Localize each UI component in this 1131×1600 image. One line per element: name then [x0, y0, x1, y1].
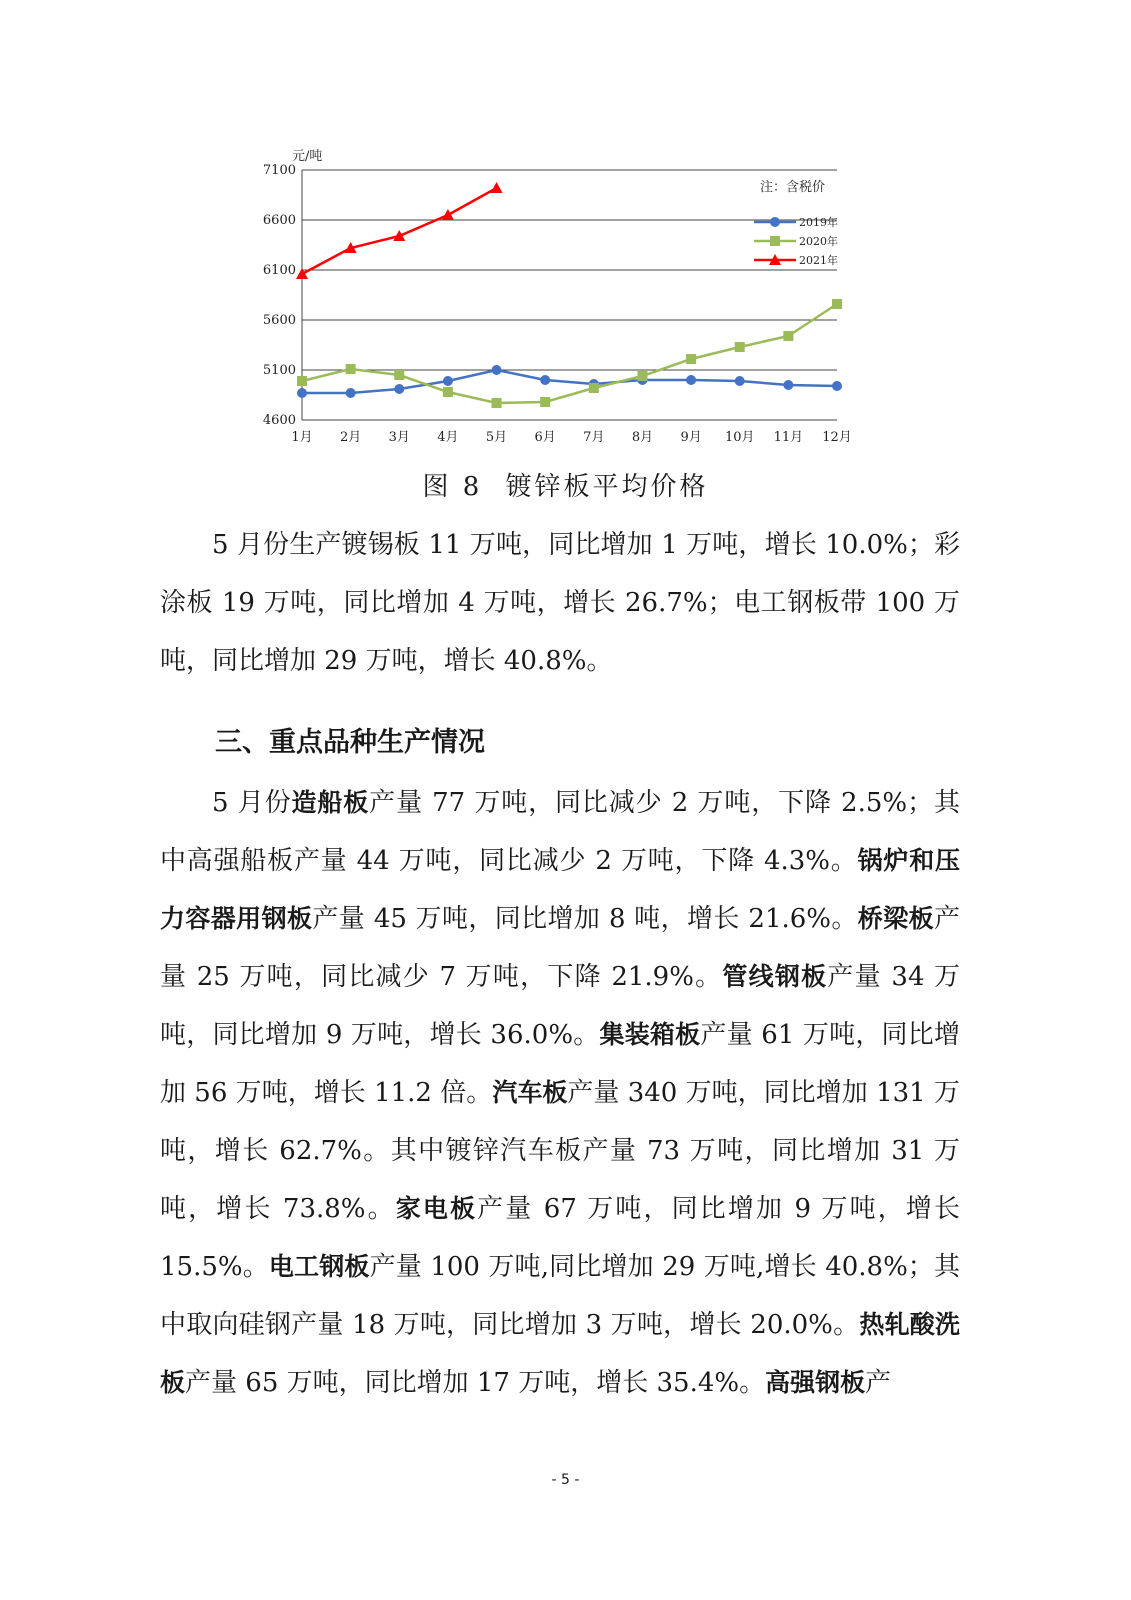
x-tick-label: 5月	[485, 430, 508, 445]
product-name: 高强钢板	[765, 1368, 866, 1397]
paragraph-key-products	[160, 774, 960, 1412]
x-tick-label: 12月	[822, 430, 852, 445]
figure-caption	[0, 466, 1131, 503]
x-tick-label: 3月	[388, 430, 410, 445]
data-point	[832, 381, 842, 391]
product-name: 集装箱板	[599, 1020, 701, 1049]
data-point	[492, 365, 502, 375]
data-point	[297, 388, 307, 398]
figure-title: 镀锌板平均价格	[505, 472, 709, 502]
data-point	[443, 376, 453, 386]
x-tick-label: 7月	[583, 430, 605, 445]
legend-marker	[770, 236, 780, 246]
y-unit-label: 元/吨	[292, 149, 323, 164]
series-line	[302, 304, 837, 403]
paragraph-tinplate: 5 月份生产镀锡板 11 万吨，同比增加 1 万吨，增长 10.0%；彩涂板 19 万吨，同比增加 4 万吨，增长 26.7%；电工钢板带 100 万吨，同比增加 29 万吨，增长 40.8%。	[160, 530, 960, 676]
product-text: 产量 34 万吨，同比增加 9 万吨，增长 36.0%。	[160, 962, 960, 1050]
data-point	[443, 387, 453, 397]
product-text: 产	[865, 1368, 892, 1398]
figure-label: 图 8	[422, 472, 483, 502]
data-point	[735, 342, 745, 352]
page-number: - 5 -	[551, 1472, 580, 1488]
product-name: 锅炉和压力容器用钢板	[160, 846, 960, 933]
data-point	[442, 209, 454, 220]
data-point	[297, 376, 307, 386]
y-tick-label: 6600	[262, 213, 296, 228]
product-text: 产量 25 万吨，同比减少 7 万吨，下降 21.9%。	[160, 904, 960, 992]
product-text: 产量 45 万吨，同比增加 8 吨，增长 21.6%。	[312, 904, 858, 934]
data-point	[637, 371, 647, 381]
product-name: 造船板	[291, 788, 370, 817]
data-point	[783, 380, 793, 390]
product-text: 产量 61 万吨，同比增加 56 万吨，增长 11.2 倍。	[160, 1020, 960, 1108]
product-text: 产量 100 万吨,同比增加 29 万吨,增长 40.8%；其中取向硅钢产量 18 万吨，同比增加 3 万吨，增长 20.0%。	[160, 1252, 960, 1340]
product-name: 家电板	[395, 1194, 478, 1223]
data-point	[686, 375, 696, 385]
y-tick-label: 6100	[262, 263, 296, 278]
y-axis-ticks	[263, 163, 296, 428]
data-point	[832, 299, 842, 309]
product-name: 管线钢板	[722, 962, 828, 991]
x-tick-label: 9月	[680, 430, 702, 445]
y-tick-label: 7100	[262, 163, 296, 178]
x-tick-label: 1月	[291, 430, 313, 445]
y-tick-label: 5600	[262, 313, 296, 328]
data-point	[491, 182, 503, 193]
chart-series	[296, 182, 842, 408]
y-tick-label: 4600	[262, 413, 296, 428]
product-name: 热轧酸洗板	[160, 1310, 960, 1397]
product-text: 产量 77 万吨，同比减少 2 万吨，下降 2.5%；其中高强船板产量 44 万吨，同比减少 2 万吨，下降 4.3%。	[160, 788, 960, 876]
legend-marker	[770, 217, 780, 227]
chart-legend	[754, 215, 838, 267]
data-point	[735, 376, 745, 386]
product-text: 产量 65 万吨，同比增加 17 万吨，增长 35.4%。	[185, 1368, 766, 1398]
product-text: 产量 67 万吨，同比增加 9 万吨，增长 15.5%。	[160, 1194, 960, 1282]
y-tick-label: 5100	[262, 363, 296, 378]
product-name: 电工钢板	[268, 1252, 370, 1281]
x-tick-label: 2月	[339, 430, 362, 445]
galvanized-price-line-chart	[240, 140, 880, 470]
legend-label: 2020年	[799, 235, 838, 248]
data-point	[492, 398, 502, 408]
chart-note: 注：含税价	[760, 180, 826, 195]
x-axis-ticks	[291, 430, 851, 445]
data-point	[686, 354, 696, 364]
legend-label: 2019年	[799, 216, 838, 229]
data-point	[346, 388, 356, 398]
data-point	[540, 375, 550, 385]
data-point	[394, 370, 404, 380]
data-point	[783, 331, 793, 341]
data-point	[394, 384, 404, 394]
x-tick-label: 6月	[534, 430, 556, 445]
data-point	[540, 397, 550, 407]
x-tick-label: 11月	[773, 430, 804, 445]
section-heading: 三、重点品种生产情况	[215, 727, 485, 758]
x-tick-label: 8月	[631, 430, 654, 445]
product-text: 产量 340 万吨，同比增加 131 万吨，增长 62.7%。其中镀锌汽车板产量 73 万吨，同比增加 31 万吨，增长 73.8%。	[160, 1078, 960, 1224]
legend-label: 2021年	[799, 254, 838, 267]
product-name: 桥梁板	[857, 904, 934, 933]
series-2021	[296, 182, 503, 279]
data-point	[346, 364, 356, 374]
data-point	[589, 383, 599, 393]
x-tick-label: 10月	[724, 430, 755, 445]
product-text: 5 月份	[212, 788, 292, 818]
x-tick-label: 4月	[437, 430, 459, 445]
product-name: 汽车板	[492, 1078, 568, 1107]
